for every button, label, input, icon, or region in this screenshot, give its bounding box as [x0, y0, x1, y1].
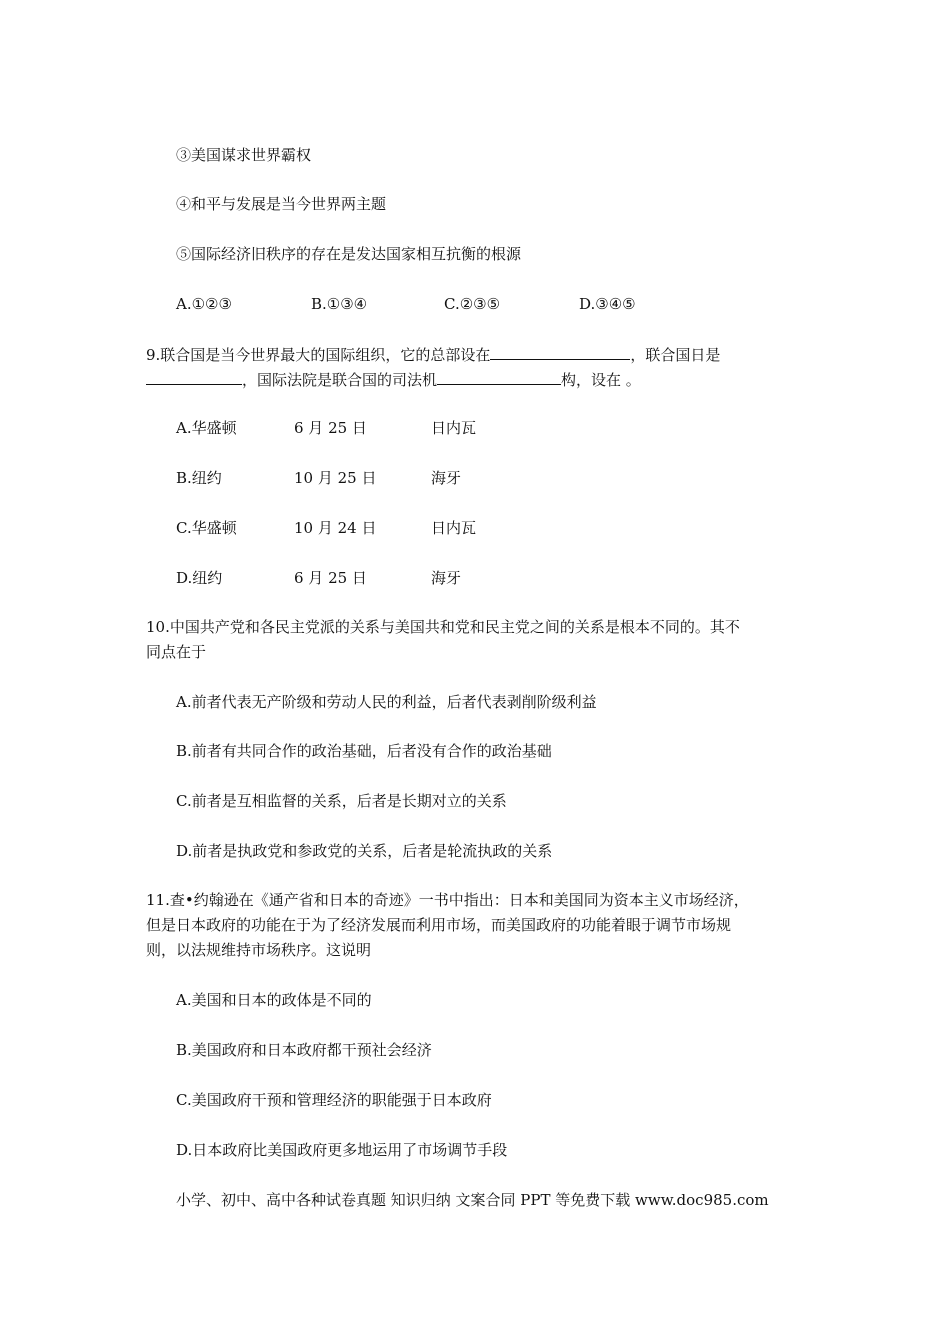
q8-statement-4: ④和平与发展是当今世界两主题 [176, 195, 387, 213]
q9-option-c-date: 10 月 24 日 [294, 519, 377, 537]
q9-stem-line2 [146, 369, 641, 390]
q9-option-b-date: 10 月 25 日 [294, 469, 377, 487]
q11-stem-line3: 则，以法规维持市场秩序。这说明 [146, 941, 372, 959]
q9-option-d-court: 海牙 [431, 569, 462, 587]
q9-stem-part2: ，联合国日是 [630, 346, 721, 364]
q8-option-b: B.①③④ [311, 295, 368, 313]
q9-stem-part3: ，国际法院是联合国的司法机 [242, 371, 438, 389]
q9-option-b-city: B.纽约 [176, 469, 222, 487]
q9-option-b [176, 468, 776, 488]
q11-stem-line1: 11.查•约翰逊在《通产省和日本的奇迹》一书中指出：日本和美国同为资本主义市场经济， [146, 891, 749, 909]
q8-statement-3: ③美国谋求世界霸权 [176, 146, 312, 164]
q9-option-d-city: D.纽约 [176, 569, 223, 587]
q8-option-c: C.②③⑤ [444, 295, 501, 313]
q9-option-d-date: 6 月 25 日 [294, 569, 367, 587]
q10-option-a: A.前者代表无产阶级和劳动人民的利益，后者代表剥削阶级利益 [176, 693, 597, 711]
q8-options [176, 294, 776, 314]
page-footer: 小学、初中、高中各种试卷真题 知识归纳 文案合同 PPT 等免费下载 www.doc985.com [176, 1191, 769, 1209]
q9-option-a-city: A.华盛顿 [176, 419, 237, 437]
q9-stem-line1 [146, 344, 720, 365]
q9-option-a-court: 日内瓦 [431, 419, 477, 437]
q8-statement-5: ⑤国际经济旧秩序的存在是发达国家相互抗衡的根源 [176, 245, 522, 263]
q11-option-b: B.美国政府和日本政府都干预社会经济 [176, 1041, 432, 1059]
q10-stem-line1: 10.中国共产党和各民主党派的关系与美国共和党和民主党之间的关系是根本不同的。其不 [146, 618, 740, 636]
q9-option-c-city: C.华盛顿 [176, 519, 237, 537]
q9-blank-2 [146, 369, 242, 385]
q9-option-d [176, 568, 776, 588]
q9-option-a [176, 418, 776, 438]
q10-option-d: D.前者是执政党和参政党的关系，后者是轮流执政的关系 [176, 842, 553, 860]
q9-stem-part1: 9.联合国是当今世界最大的国际组织，它的总部设在 [146, 346, 491, 364]
q10-stem-line2: 同点在于 [146, 643, 207, 661]
q8-option-a: A.①②③ [176, 295, 232, 313]
q9-option-a-date: 6 月 25 日 [294, 419, 367, 437]
q11-option-d: D.日本政府比美国政府更多地运用了市场调节手段 [176, 1141, 508, 1159]
q10-option-c: C.前者是互相监督的关系，后者是长期对立的关系 [176, 792, 507, 810]
q9-blank-1 [490, 344, 630, 360]
q9-blank-3 [437, 369, 561, 385]
q9-option-c-court: 日内瓦 [431, 519, 477, 537]
q9-option-b-court: 海牙 [431, 469, 462, 487]
q11-option-a: A.美国和日本的政体是不同的 [176, 991, 372, 1009]
q9-stem-part4: 构，设在 。 [561, 371, 641, 389]
q11-option-c: C.美国政府干预和管理经济的职能强于日本政府 [176, 1091, 492, 1109]
q9-option-c [176, 518, 776, 538]
q10-option-b: B.前者有共同合作的政治基础，后者没有合作的政治基础 [176, 742, 552, 760]
q8-option-d: D.③④⑤ [579, 295, 636, 313]
q11-stem-line2: 但是日本政府的功能在于为了经济发展而利用市场，而美国政府的功能着眼于调节市场规 [146, 916, 732, 934]
